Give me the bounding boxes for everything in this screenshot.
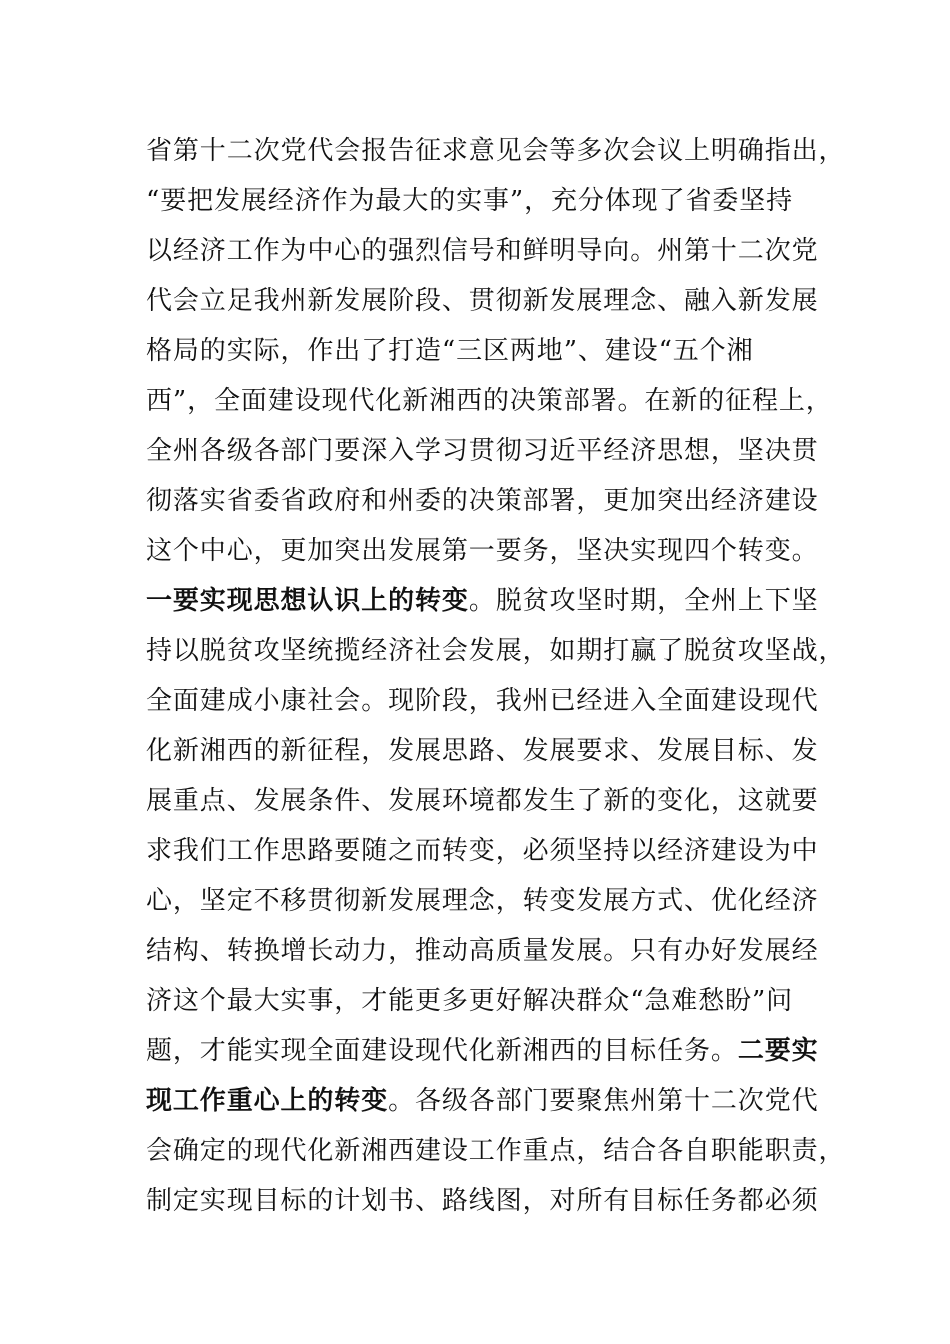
body-text-segment: 省第十二次党代会报告征求意见会等多次会议上明确指出， <box>146 136 846 166</box>
body-text-segment: 彻落实省委省政府和州委的决策部署，更加突出经济建设 <box>146 486 819 516</box>
text-line <box>146 626 846 676</box>
text-line <box>146 1176 819 1226</box>
body-text-segment: 济这个最大实事，才能更多更好解决群众“急难愁盼”问 <box>146 986 794 1016</box>
text-line <box>146 576 819 626</box>
body-text-segment: 结构、转换增长动力，推动高质量发展。只有办好发展经 <box>146 936 819 966</box>
body-text-segment: 心，坚定不移贯彻新发展理念，转变发展方式、优化经济 <box>146 886 819 916</box>
body-text-segment: 题，才能实现全面建设现代化新湘西的目标任务。 <box>146 1036 738 1066</box>
body-text-segment: 展重点、发展条件、发展环境都发生了新的变化，这就要 <box>146 786 819 816</box>
bold-heading-text: 现工作重心上的转变 <box>146 1086 389 1116</box>
bold-heading-text: 二要实 <box>737 1036 819 1066</box>
text-line <box>146 426 819 476</box>
text-line <box>146 676 819 726</box>
text-line <box>146 1126 846 1176</box>
body-text-segment: 化新湘西的新征程，发展思路、发展要求、发展目标、发 <box>146 736 819 766</box>
text-line <box>146 726 819 776</box>
body-text-segment: 全面建成小康社会。现阶段，我州已经进入全面建设现代 <box>146 686 819 716</box>
text-line <box>146 176 806 226</box>
body-text-segment: 制定实现目标的计划书、路线图，对所有目标任务都必须 <box>146 1186 819 1216</box>
text-line <box>146 226 819 276</box>
text-line <box>146 776 819 826</box>
body-text-segment: 格局的实际，作出了打造“三区两地”、建设“五个湘 <box>146 336 754 366</box>
text-line <box>146 326 806 376</box>
text-line <box>146 876 819 926</box>
text-line <box>146 376 833 426</box>
body-text-segment: 持以脱贫攻坚统揽经济社会发展，如期打赢了脱贫攻坚战， <box>146 636 846 666</box>
text-line <box>146 1026 819 1076</box>
text-line <box>146 526 819 576</box>
text-line <box>146 926 819 976</box>
body-text-segment: 。各级各部门要聚焦州第十二次党代 <box>388 1086 819 1116</box>
body-text-segment: 求我们工作思路要随之而转变，必须坚持以经济建设为中 <box>146 836 819 866</box>
body-text-segment: 以经济工作为中心的强烈信号和鲜明导向。州第十二次党 <box>146 236 819 266</box>
text-line <box>146 476 819 526</box>
body-text-segment: 全州各级各部门要深入学习贯彻习近平经济思想，坚决贯 <box>146 436 819 466</box>
text-line <box>146 276 819 326</box>
text-line <box>146 1076 819 1126</box>
body-text-segment: 西”，全面建设现代化新湘西的决策部署。在新的征程上， <box>146 386 833 416</box>
text-line <box>146 826 819 876</box>
bold-heading-text: 一要实现思想认识上的转变 <box>146 586 469 616</box>
body-text-segment: 会确定的现代化新湘西建设工作重点，结合各自职能职责， <box>146 1136 846 1166</box>
body-text-segment: 这个中心，更加突出发展第一要务，坚决实现四个转变。 <box>146 536 819 566</box>
body-text <box>146 126 846 1226</box>
text-line <box>146 976 806 1026</box>
text-line <box>146 126 846 176</box>
body-text-segment: 代会立足我州新发展阶段、贯彻新发展理念、融入新发展 <box>146 286 819 316</box>
body-text-segment: 。脱贫攻坚时期，全州上下坚 <box>468 586 819 616</box>
body-text-segment: “要把发展经济作为最大的实事”，充分体现了省委坚持 <box>146 186 794 216</box>
